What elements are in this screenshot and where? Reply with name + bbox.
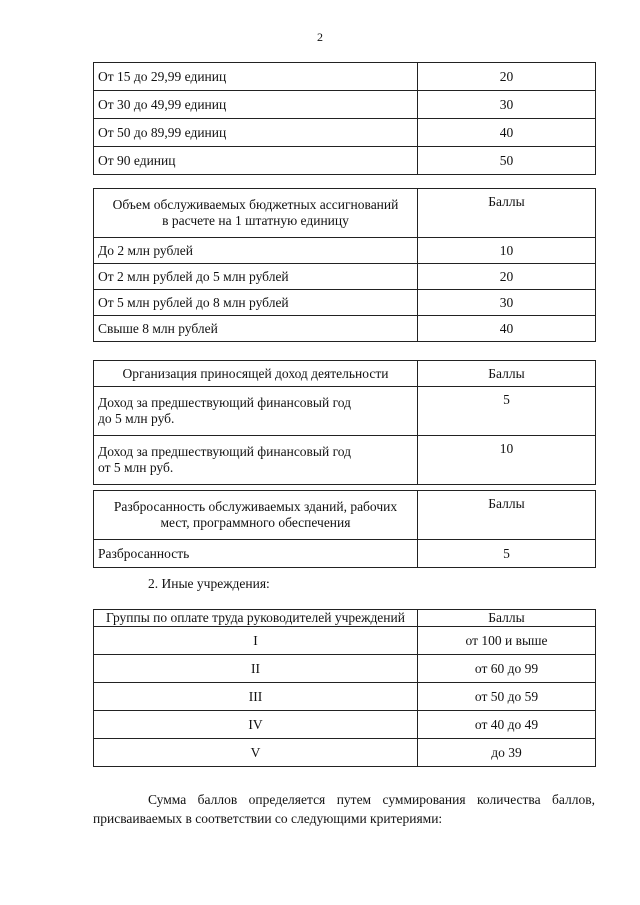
row-line: до 5 млн руб. [98,411,175,426]
table-row [94,264,596,290]
header-score: Баллы [418,189,596,238]
header-line: в расчете на 1 штатную единицу [162,213,349,228]
row-line: Доход за предшествующий финансовый год [98,395,352,410]
table-row [94,316,596,342]
table-row [94,147,596,175]
table-header-row [94,361,596,387]
header-line: Разбросанность обслуживаемых зданий, рабочих [113,499,398,514]
table-row [94,711,596,739]
table-row [94,436,596,485]
table-row [94,540,596,568]
row-label: От 30 до 49,99 единиц [94,91,418,119]
row-score: 10 [418,436,596,485]
table-row [94,739,596,767]
header-label: Организация приносящей доход деятельности [94,361,418,387]
table-row [94,683,596,711]
header-score: Баллы [418,610,596,627]
row-score: 30 [418,290,596,316]
row-label: От 5 млн рублей до 8 млн рублей [94,290,418,316]
table-row [94,63,596,91]
row-score: от 50 до 59 [418,683,596,711]
row-group: IV [94,711,418,739]
header-line: Объем обслуживаемых бюджетных ассигнований [112,197,399,212]
row-group: II [94,655,418,683]
table-salary-groups [93,609,596,767]
page-number: 2 [317,30,323,44]
table-row [94,91,596,119]
row-score: 5 [418,387,596,436]
paragraph-line: Сумма баллов определяется путем суммирования количества баллов, [148,792,595,807]
row-score: до 39 [418,739,596,767]
header-line: мест, программного обеспечения [160,515,351,530]
row-group: III [94,683,418,711]
table-row [94,290,596,316]
header-score: Баллы [418,361,596,387]
table-row [94,238,596,264]
row-label: От 2 млн рублей до 5 млн рублей [94,264,418,290]
row-score: 20 [418,264,596,290]
table-header-row [94,189,596,238]
table-row [94,119,596,147]
paragraph-line: присваиваемых в соответствии со следующими критериями: [93,811,443,826]
row-score: от 100 и выше [418,627,596,655]
row-label [94,436,418,485]
row-label: От 15 до 29,99 единиц [94,63,418,91]
row-group: I [94,627,418,655]
table-income-activity [93,360,596,485]
table-row [94,655,596,683]
row-label: До 2 млн рублей [94,238,418,264]
row-score: 30 [418,91,596,119]
table-header-row [94,610,596,627]
table-budget-allocations [93,188,596,342]
header-label: Группы по оплате труда руководителей учреждений [94,610,418,627]
section-heading: 2. Иные учреждения: [148,576,270,591]
row-score: 40 [418,119,596,147]
row-label: От 50 до 89,99 единиц [94,119,418,147]
row-score: 20 [418,63,596,91]
row-label: Разбросанность [94,540,418,568]
row-line: от 5 млн руб. [98,460,174,475]
row-score: от 60 до 99 [418,655,596,683]
row-label: Свыше 8 млн рублей [94,316,418,342]
row-line: Доход за предшествующий финансовый год [98,444,352,459]
row-label [94,387,418,436]
row-label: От 90 единиц [94,147,418,175]
table-row [94,627,596,655]
row-score: 50 [418,147,596,175]
header-score: Баллы [418,491,596,540]
table-dispersion [93,490,596,568]
row-score: 10 [418,238,596,264]
header-label [94,189,418,238]
row-score: 40 [418,316,596,342]
table-header-row [94,491,596,540]
table-row [94,387,596,436]
summary-paragraph [93,790,595,828]
row-score: 5 [418,540,596,568]
row-group: V [94,739,418,767]
row-score: от 40 до 49 [418,711,596,739]
table-units-score [93,62,596,175]
header-label [94,491,418,540]
